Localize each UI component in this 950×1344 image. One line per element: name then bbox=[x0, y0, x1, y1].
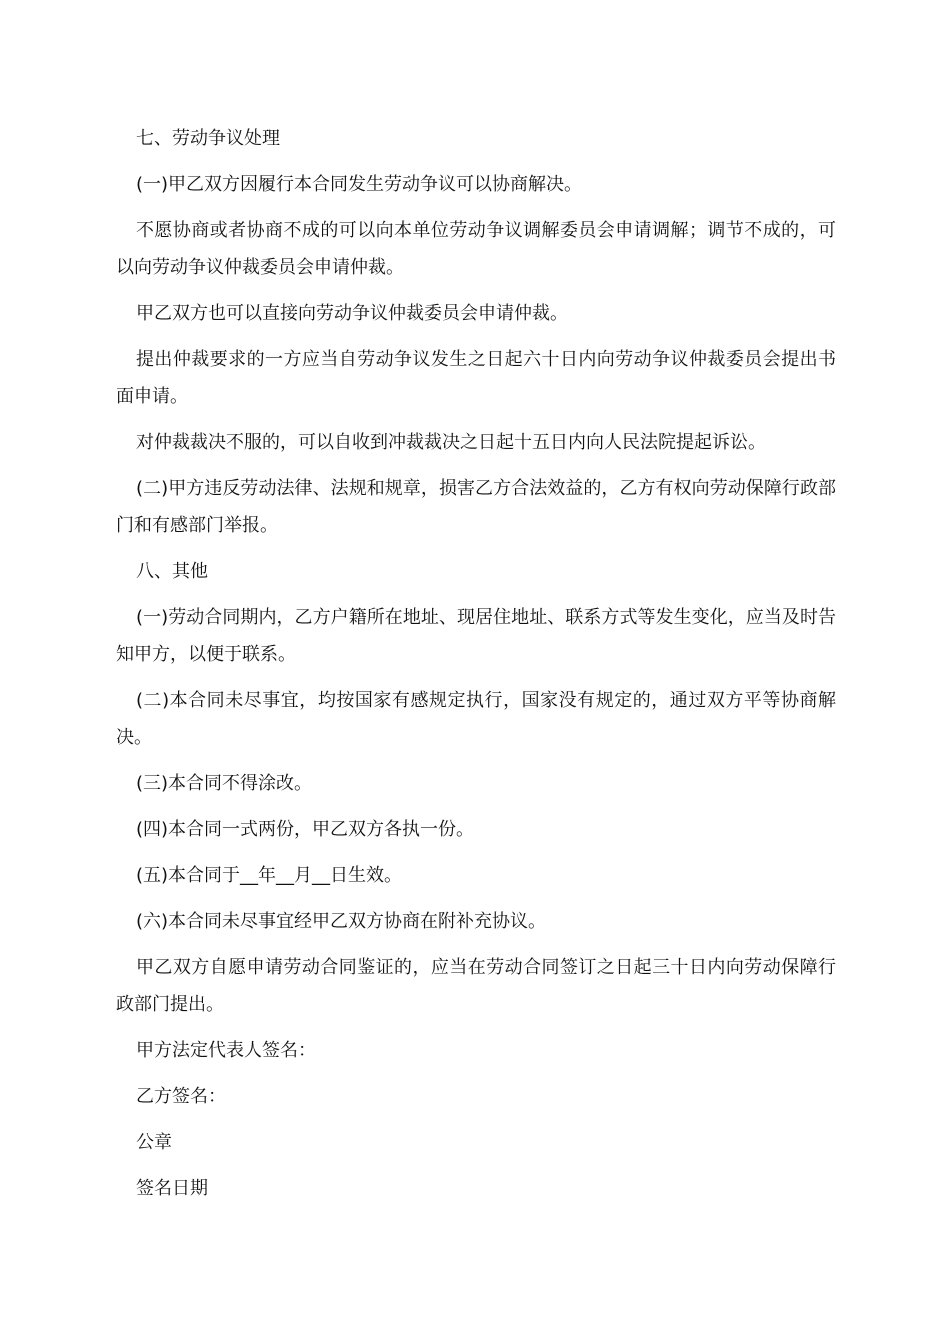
paragraph-mediation: 不愿协商或者协商不成的可以向本单位劳动争议调解委员会申请调解；调节不成的，可以向劳动争议仲裁委员会申请仲裁。 bbox=[116, 220, 836, 278]
paragraph-direct-arbitration: 甲乙双方也可以直接向劳动争议仲裁委员会申请仲裁。 bbox=[136, 303, 568, 324]
paragraph-lawsuit: 对仲裁裁决不服的，可以自收到冲裁裁决之日起十五日内向人民法院提起诉讼。 bbox=[136, 432, 766, 453]
signature-party-b: 乙方签名： bbox=[136, 1086, 226, 1107]
section-heading-other: 八、其他 bbox=[136, 561, 208, 582]
paragraph-copies: (四)本合同一式两份，甲乙双方各执一份。 bbox=[136, 819, 475, 840]
paragraph-no-alteration: (三)本合同不得涂改。 bbox=[136, 773, 313, 794]
paragraph-contact-change: (一)劳动合同期内，乙方户籍所在地址、现居住地址、联系方式等发生变化，应当及时告知甲方，以便于联系。 bbox=[116, 607, 836, 665]
paragraph-supplementary-agreement: (六)本合同未尽事宜经甲乙双方协商在附补充协议。 bbox=[136, 911, 547, 932]
paragraph-unspecified-matters: (二)本合同未尽事宜，均按国家有感规定执行，国家没有规定的，通过双方平等协商解决。 bbox=[116, 690, 836, 748]
signature-date-label: 签名日期 bbox=[136, 1178, 208, 1199]
paragraph-arbitration-deadline: 提出仲裁要求的一方应当自劳动争议发生之日起六十日内向劳动争议仲裁委员会提出书面申请。 bbox=[116, 349, 836, 407]
signature-party-a-representative: 甲方法定代表人签名： bbox=[136, 1040, 316, 1061]
document-body bbox=[116, 120, 836, 1207]
paragraph-effective-date: (五)本合同于__年__月__日生效。 bbox=[136, 865, 403, 886]
section-heading-labor-dispute: 七、劳动争议处理 bbox=[136, 128, 280, 149]
paragraph-contract-verification: 甲乙双方自愿申请劳动合同鉴证的，应当在劳动合同签订之日起三十日内向劳动保障行政部门提出。 bbox=[116, 957, 836, 1015]
paragraph-report-violation: (二)甲方违反劳动法律、法规和规章，损害乙方合法效益的，乙方有权向劳动保障行政部门和有感部门举报。 bbox=[116, 478, 836, 536]
official-seal-label: 公章 bbox=[136, 1132, 172, 1153]
paragraph-dispute-negotiation: (一)甲乙双方因履行本合同发生劳动争议可以协商解决。 bbox=[136, 174, 583, 195]
